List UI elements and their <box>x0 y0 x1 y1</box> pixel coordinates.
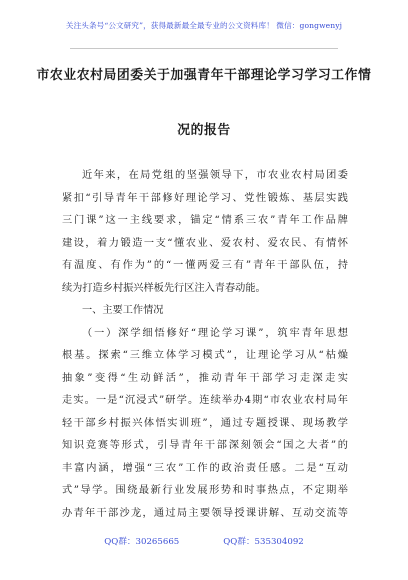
body-line: 抽象”变得“生动鲜活”，推动青年干部学习走深走实 <box>62 372 348 384</box>
body-line: 根基。探索“三维立体学习模式”，让理论学习从“枯燥 <box>62 350 348 361</box>
promo-text: 关注头条号“公文研究”，获得最新最全最专业的公文资料库！ 微信：gongwenyj <box>65 20 343 30</box>
document-title-line-1: 市农业农村局团委关于加强青年干部理论学习学习工作情 <box>36 68 372 83</box>
body-line: 走实。一是“沉浸式”研学。连续举办4期“市农业农村局年 <box>62 395 348 406</box>
body-line: 丰富内涵，增强“三农”工作的政治责任感。二是“互动 <box>62 462 348 474</box>
document-title-line-2: 况的报告 <box>177 123 231 138</box>
promo-header <box>0 0 408 50</box>
body-line: 续为打造乡村振兴样板先行区注入青春动能。 <box>62 282 266 294</box>
body-line: 轻干部乡村振兴体悟实训班”，通过专题授课、现场教学 <box>62 417 348 429</box>
body-line: 知识竞赛等形式，引导青年干部深刻领会“国之大者”的 <box>62 440 348 451</box>
qq-group-2: QQ群：535304092 <box>223 537 304 547</box>
body-line: 办青年干部沙龙，通过局主要领导授课讲解、互动交流等 <box>62 507 348 519</box>
body-line: （一）深学细悟修好“理论学习课”，筑牢青年思想 <box>82 327 348 339</box>
body-line: 近年来，在局党组的坚强领导下，市农业农村局团委 <box>82 170 348 181</box>
qq-footer <box>0 532 408 550</box>
body-line: 式”导学。围绕最新行业发展形势和时事热点，不定期举 <box>62 485 348 496</box>
body-line: 紧扣“引导青年干部修好理论学习、党性锻炼、基层实践 <box>62 192 348 204</box>
section-heading: 一、主要工作情况 <box>82 305 164 316</box>
document-body <box>62 165 348 525</box>
header-divider <box>70 48 338 49</box>
body-line: 有温度、有作为”的“一懂两爱三有”青年干部队伍，持 <box>62 260 348 271</box>
body-line: 三门课”这一主线要求，锚定“情系三农”青年工作品牌 <box>62 215 348 226</box>
body-line: 建设，着力锻造一支“懂农业、爱农村、爱农民、有情怀 <box>62 237 348 249</box>
qq-group-1: QQ群：30265665 <box>104 537 180 547</box>
